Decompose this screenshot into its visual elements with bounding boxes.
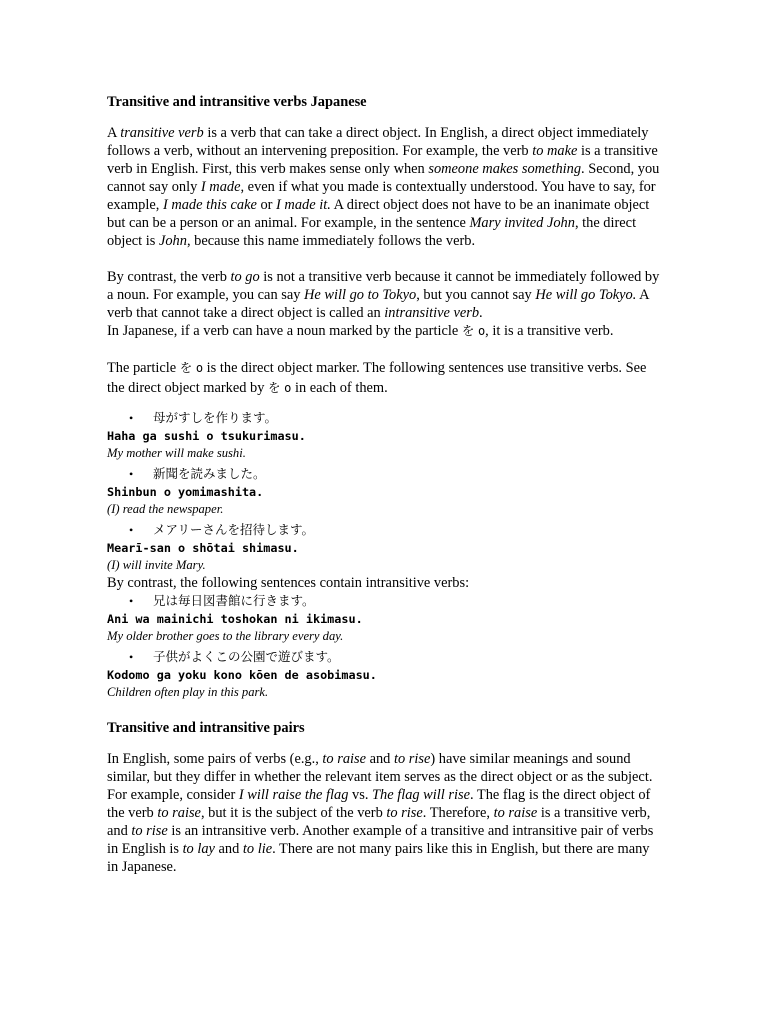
intransitive-examples-list bbox=[107, 592, 663, 701]
paragraph-transitive-definition bbox=[107, 124, 663, 250]
italic-term: I made this cake bbox=[162, 197, 257, 213]
text-run: In English, some pairs of verbs (e.g., bbox=[107, 751, 323, 767]
text-run: is a transitive verb in English. First, this verb makes sense only when bbox=[107, 143, 658, 177]
english-translation: Children often play in this park. bbox=[107, 685, 269, 699]
italic-term: The flag will rise bbox=[372, 787, 470, 803]
text-run: . There are not many pairs like this in English, but there are many in Japanese. bbox=[107, 841, 650, 875]
italic-term: intransitive verb bbox=[384, 305, 480, 321]
japanese-sentence: 新聞を読みました。 bbox=[153, 466, 266, 481]
text-run: ) have similar meanings and sound similar, but they differ in whether the relevant item serves as the direct object or as the subject. For example, consider bbox=[107, 751, 653, 803]
particle-kana: を bbox=[268, 380, 281, 395]
text-run: , it is a transitive verb. bbox=[485, 323, 614, 339]
italic-term: to raise bbox=[493, 805, 538, 821]
text-run: or bbox=[256, 197, 277, 213]
text-run: . The flag is the direct object of the verb bbox=[107, 787, 651, 821]
text-run: A verb that cannot take a direct object is called an bbox=[107, 287, 649, 321]
text-run: , but it is the subject of the verb bbox=[200, 805, 387, 821]
italic-term: to rise bbox=[386, 805, 423, 821]
text-run: . Therefore, bbox=[422, 805, 494, 821]
bullet-icon: • bbox=[129, 467, 134, 481]
italic-term: I made it. bbox=[276, 197, 331, 213]
example-item bbox=[107, 521, 663, 574]
text-run: in each of them. bbox=[291, 380, 388, 396]
text-run: is the direct object marker. The following sentences use transitive verbs. See the direct object marked by bbox=[107, 360, 647, 396]
italic-term: to rise bbox=[393, 751, 431, 767]
intransitive-intro: By contrast, the following sentences contain intransitive verbs: bbox=[107, 575, 470, 591]
text-run: , even if what you made is contextually understood. You have to say, for example, bbox=[107, 179, 656, 213]
english-translation: (I) will invite Mary. bbox=[107, 558, 206, 572]
japanese-sentence: 子供がよくこの公園で遊びます。 bbox=[153, 649, 340, 664]
text-run: . Second, you cannot say only bbox=[107, 161, 660, 195]
bullet-icon: • bbox=[129, 523, 134, 537]
particle-kana: を bbox=[461, 323, 475, 338]
italic-term: Mary invited John bbox=[469, 215, 575, 231]
text-run: A bbox=[107, 125, 121, 141]
english-translation: (I) read the newspaper. bbox=[107, 502, 224, 516]
italic-term: someone makes something bbox=[428, 161, 582, 177]
text-run: and bbox=[214, 841, 243, 857]
romaji-sentence: Shinbun o yomimashita. bbox=[107, 485, 264, 499]
particle-kana: を bbox=[179, 360, 193, 375]
romaji-sentence: Ani wa mainichi toshokan ni ikimasu. bbox=[107, 612, 363, 626]
example-item bbox=[107, 592, 663, 645]
italic-term: I made bbox=[200, 179, 241, 195]
text-run: , but you cannot say bbox=[416, 287, 536, 303]
italic-term: to raise bbox=[322, 751, 366, 767]
paragraph-pairs bbox=[107, 750, 663, 876]
italic-term: to go bbox=[230, 269, 260, 285]
bullet-icon: • bbox=[129, 650, 134, 664]
romaji-sentence: Haha ga sushi o tsukurimasu. bbox=[107, 429, 306, 443]
example-item bbox=[107, 465, 663, 518]
particle-romaji: o bbox=[477, 324, 486, 338]
japanese-sentence: 母がすしを作ります。 bbox=[153, 410, 278, 425]
text-run: In Japanese, if a verb can have a noun marked by the particle bbox=[107, 323, 462, 339]
japanese-sentence: メアリーさんを招待します。 bbox=[153, 522, 315, 537]
italic-term: I will raise the flag bbox=[238, 787, 349, 803]
italic-term: to make bbox=[532, 143, 578, 159]
italic-term: to rise bbox=[131, 823, 168, 839]
italic-term: John bbox=[158, 233, 187, 249]
english-translation: My mother will make sushi. bbox=[107, 446, 246, 460]
transitive-examples-list bbox=[107, 409, 663, 574]
section-heading-pairs: Transitive and intransitive pairs bbox=[107, 720, 305, 736]
italic-term: transitive verb bbox=[120, 125, 204, 141]
particle-romaji: o bbox=[195, 361, 204, 375]
text-run: is not a transitive verb because it cannot be immediately followed by a noun. For example, you can say bbox=[107, 269, 660, 303]
romaji-sentence: Kodomo ga yoku kono kōen de asobimasu. bbox=[107, 668, 377, 682]
document-body bbox=[107, 93, 663, 876]
italic-term: to lay bbox=[182, 841, 215, 857]
paragraph-particle-marker bbox=[107, 358, 663, 398]
paragraph-japanese-particle bbox=[107, 322, 663, 340]
text-run: is a transitive verb, and bbox=[107, 805, 651, 839]
romaji-sentence: Mearī-san o shōtai shimasu. bbox=[107, 541, 299, 555]
text-run: , the direct object is bbox=[107, 215, 637, 249]
bullet-icon: • bbox=[129, 594, 134, 608]
italic-term: He will go Tokyo. bbox=[535, 287, 637, 303]
bullet-icon: • bbox=[129, 411, 134, 425]
example-item bbox=[107, 409, 663, 462]
example-item bbox=[107, 648, 663, 701]
page-title: Transitive and intransitive verbs Japanese bbox=[107, 94, 367, 110]
text-run: and bbox=[366, 751, 394, 767]
italic-term: to raise bbox=[157, 805, 201, 821]
text-run: . bbox=[479, 305, 483, 321]
italic-term: He will go to Tokyo bbox=[304, 287, 417, 303]
english-translation: My older brother goes to the library every day. bbox=[107, 629, 344, 643]
text-run: By contrast, the verb bbox=[107, 269, 231, 285]
text-run: , because this name immediately follows the verb. bbox=[186, 233, 476, 249]
text-run: is an intransitive verb. Another example of a transitive and intransitive pair of verbs in English is bbox=[107, 823, 654, 857]
text-run: is a verb that can take a direct object. In English, a direct object immediately follows a verb, without an intervening preposition. For example, the verb bbox=[107, 125, 649, 159]
text-run: A direct object does not have to be an inanimate object but can be a person or an animal. For example, in the sentence bbox=[107, 197, 650, 231]
italic-term: to lie bbox=[242, 841, 273, 857]
text-run: The particle bbox=[107, 360, 180, 376]
japanese-sentence: 兄は毎日図書館に行きます。 bbox=[153, 593, 315, 608]
paragraph-by-contrast bbox=[107, 268, 663, 322]
text-run: vs. bbox=[348, 787, 373, 803]
particle-romaji: o bbox=[284, 381, 292, 395]
